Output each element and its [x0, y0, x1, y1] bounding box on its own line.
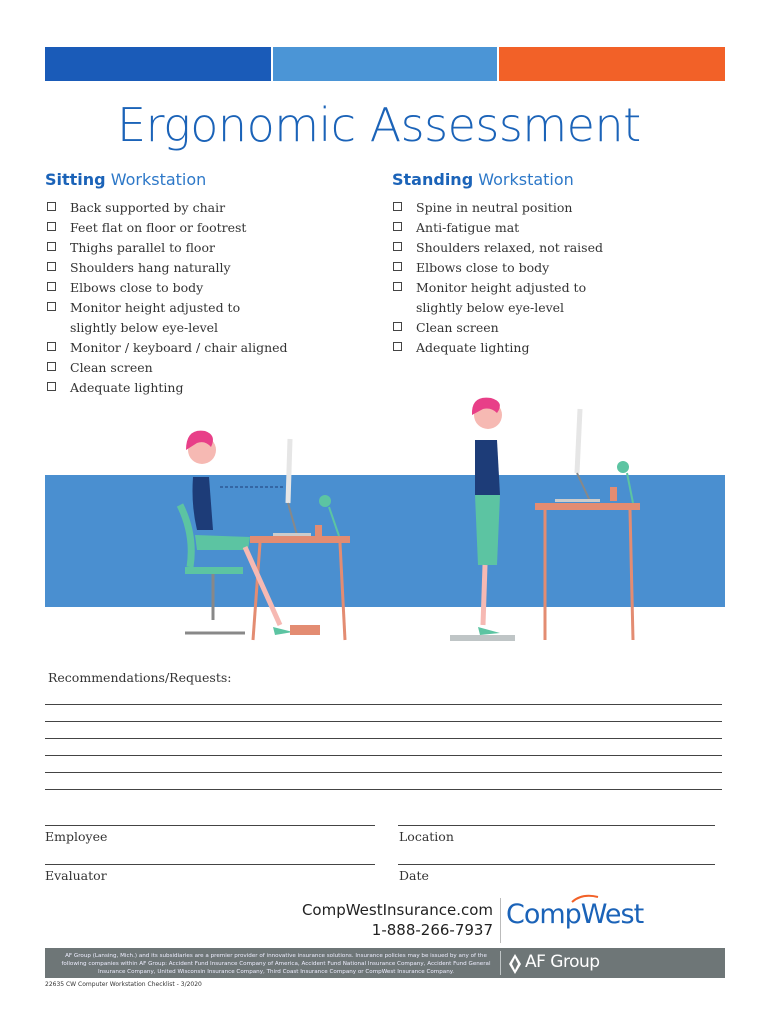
page-title: Ergonomic Assessment [117, 98, 641, 152]
brand-bar-blue [45, 47, 271, 81]
location-label: Location [399, 829, 454, 844]
evaluator-label: Evaluator [45, 868, 107, 883]
legal-disclaimer: AF Group (Lansing, Mich.) and its subsidiaries are a premier provider of innovative insurance solutions. Insurance policies may be issued by any of the following companies within AF Group: Accident Fund Insurance Company of America, Accident Fund National Insurance Company, Accident Fund General Insurance Company, United Wisconsin Insurance Company, Third Coast Insurance Company or CompWest Insurance Company. [61, 953, 491, 975]
sitting-checklist [45, 198, 345, 398]
checkbox[interactable] [47, 242, 56, 251]
checkbox[interactable] [47, 262, 56, 271]
checkbox[interactable] [393, 222, 402, 231]
checklist-item: Shoulders hang naturally [45, 258, 345, 278]
evaluator-signature-line[interactable] [45, 864, 375, 865]
checklist-item: Clean screen [45, 358, 345, 378]
checkbox[interactable] [47, 202, 56, 211]
checklist-item: Back supported by chair [45, 198, 345, 218]
standing-heading: Standing Workstation [392, 170, 574, 189]
sitting-heading: Sitting Workstation [45, 170, 207, 189]
standing-checklist [391, 198, 691, 358]
recommendations-label: Recommendations/Requests: [48, 670, 232, 685]
checklist-item: Shoulders relaxed, not raised [391, 238, 691, 258]
af-group-logo-text: AF Group [525, 952, 600, 972]
date-line[interactable] [398, 864, 715, 865]
checklist-item: Monitor height adjusted to slightly below eye-level [45, 298, 290, 338]
checklist-item: Thighs parallel to floor [45, 238, 345, 258]
checklist-item: Elbows close to body [45, 278, 345, 298]
footer-divider [500, 951, 501, 975]
checklist-item: Adequate lighting [391, 338, 691, 358]
recommendations-line-6[interactable] [45, 789, 722, 790]
checkbox[interactable] [47, 362, 56, 371]
checkbox[interactable] [47, 302, 56, 311]
checkbox[interactable] [393, 262, 402, 271]
checkbox[interactable] [393, 242, 402, 251]
checklist-item: Feet flat on floor or footrest [45, 218, 345, 238]
website-link[interactable]: CompWestInsurance.com [301, 901, 493, 919]
brand-bar-light-blue [273, 47, 497, 81]
phone-number[interactable]: 1-888-266-7937 [371, 921, 493, 939]
recommendations-line-5[interactable] [45, 772, 722, 773]
workstation-illustration [45, 395, 725, 645]
recommendations-line-3[interactable] [45, 738, 722, 739]
document-code: 22635 CW Computer Workstation Checklist - 3/2020 [45, 981, 202, 988]
checklist-item: Spine in neutral position [391, 198, 691, 218]
checklist-item: Monitor height adjusted to slightly below eye-level [391, 278, 636, 318]
checkbox[interactable] [47, 342, 56, 351]
checkbox[interactable] [393, 322, 402, 331]
date-label: Date [399, 868, 429, 883]
checklist-item: Clean screen [391, 318, 691, 338]
checkbox[interactable] [47, 382, 56, 391]
checkbox[interactable] [47, 222, 56, 231]
checkbox[interactable] [393, 342, 402, 351]
checkbox[interactable] [47, 282, 56, 291]
af-group-logo [509, 952, 619, 974]
checklist-item: Monitor / keyboard / chair aligned [45, 338, 345, 358]
recommendations-line-2[interactable] [45, 721, 722, 722]
compwest-logo [506, 893, 666, 943]
contact-divider [500, 898, 501, 943]
checklist-item: Adequate lighting [45, 378, 345, 398]
checklist-item: Anti-fatigue mat [391, 218, 691, 238]
recommendations-line-4[interactable] [45, 755, 722, 756]
checkbox[interactable] [393, 282, 402, 291]
af-group-diamond-icon [509, 954, 521, 974]
recommendations-line-1[interactable] [45, 704, 722, 705]
brand-bar-orange [499, 47, 725, 81]
employee-signature-line[interactable] [45, 825, 375, 826]
location-line[interactable] [398, 825, 715, 826]
compwest-logo-text: CompWest [506, 899, 644, 930]
checkbox[interactable] [393, 202, 402, 211]
checklist-item: Elbows close to body [391, 258, 691, 278]
employee-label: Employee [45, 829, 108, 844]
